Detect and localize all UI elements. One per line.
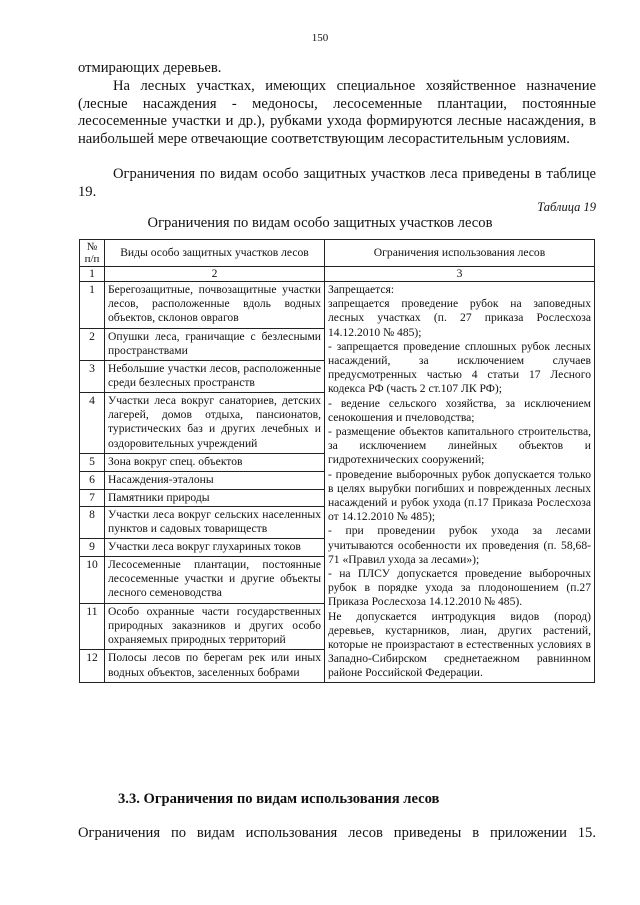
header-num: № п/п: [80, 240, 105, 267]
row-type: Небольшие участки лесов, расположенные среди безлесных пространств: [105, 360, 325, 392]
restriction-line: Не допускается интродукция видов (пород) деревьев, кустарников, лиан, других растений, которые не произрастают в естественных условиях в Западно-Сибирском среднетаежном равнинном районе Российской Федерации.: [328, 609, 591, 680]
table-header-row: [80, 240, 595, 267]
table-title: Ограничения по видам особо защитных участков лесов: [147, 215, 493, 231]
index-3: 3: [325, 267, 595, 282]
row-num: 11: [80, 603, 105, 650]
header-restriction: Ограничения использования лесов: [325, 240, 595, 267]
restrictions-cell: [325, 282, 595, 683]
restriction-line: - проведение выборочных рубок допускается только в целях вырубки погибших и поврежденных лесных насаждений и рубок ухода (п.17 Приказа Рослесхоза от 14.12.2010 № 485);: [328, 467, 591, 524]
table-label: Таблица 19: [537, 200, 596, 214]
section-title: 3.3. Ограничения по видам использования лесов: [118, 791, 440, 807]
paragraph-special-purpose: [78, 78, 596, 148]
row-type: Участки леса вокруг глухариных токов: [105, 539, 325, 557]
row-num: 9: [80, 539, 105, 557]
row-type: Полосы лесов по берегам рек или иных водных объектов, заселенных бобрами: [105, 650, 325, 682]
restriction-line: Запрещается:: [328, 283, 395, 296]
row-num: 2: [80, 328, 105, 360]
restrictions-table: [79, 239, 595, 683]
table-row: [80, 282, 595, 329]
row-type: Лесосеменные плантации, постоянные лесосеменные участки и другие объекты лесного семеноводства: [105, 557, 325, 604]
row-type: Опушки леса, граничащие с безлесными пространствами: [105, 328, 325, 360]
row-type: Особо охранные части государственных природных заказников и других особо охраняемых природных территорий: [105, 603, 325, 650]
row-type: Берегозащитные, почвозащитные участки лесов, расположенные вдоль водных объектов, склонов оврагов: [105, 282, 325, 329]
restriction-line: - при проведении рубок ухода за лесами учитываются особенности их проведения (п. 58,68-71 «Правил ухода за лесами»);: [328, 524, 591, 566]
row-num: 6: [80, 471, 105, 489]
restriction-line: запрещается проведение рубок на заповедных лесных участках (п. 27 приказа Рослесхоза 14.12.2010 № 485);: [328, 297, 591, 339]
row-num: 12: [80, 650, 105, 682]
paragraph-table-intro: [78, 166, 596, 201]
restriction-line: - ведение сельского хозяйства, за исключением сенокошения и пчеловодства;: [328, 396, 591, 424]
row-num: 1: [80, 282, 105, 329]
restriction-line: - на ПЛСУ допускается проведение выборочных рубок в порядке ухода за плодоношением (п.27 Приказа Рослесхоза 14.12.2010 № 485).: [328, 567, 591, 609]
paragraph-dying-trees: отмирающих деревьев.: [78, 60, 222, 76]
row-num: 3: [80, 360, 105, 392]
page-number: 150: [311, 32, 329, 44]
paragraph-table-intro-text: Ограничения по видам особо защитных участков леса приведены в таблице 19.: [78, 166, 596, 200]
section-paragraph-text: Ограничения по видам использования лесов приведены в приложении 15.: [78, 825, 596, 841]
restriction-line: - запрещается проведение сплошных рубок лесных насаждений, за исключением случаев предусмотренных частью 4 статьи 17 Лесного кодекса РФ (часть 2 ст.107 ЛК РФ);: [328, 339, 591, 396]
paragraph-special-purpose-text: На лесных участках, имеющих специальное хозяйственное назначение (лесные насаждения - медоносы, лесосеменные плантации, постоянные лесосеменные участки и др.), рубками ухода формируются лесные насаждения, в наибольшей мере отвечающие соответствующим лесорастительным условиям.: [78, 78, 596, 147]
row-num: 8: [80, 507, 105, 539]
row-num: 5: [80, 454, 105, 472]
row-num: 10: [80, 557, 105, 604]
row-type: Насаждения-эталоны: [105, 471, 325, 489]
index-2: 2: [105, 267, 325, 282]
row-type: Памятники природы: [105, 489, 325, 507]
row-type: Участки леса вокруг санаториев, детских лагерей, домов отдыха, пансионатов, туристических баз и других лечебных и оздоровительных учреждений: [105, 393, 325, 454]
section-paragraph: [78, 825, 596, 843]
table-body: [80, 282, 595, 683]
row-num: 4: [80, 393, 105, 454]
table-index-row: [80, 267, 595, 282]
row-type: Зона вокруг спец. объектов: [105, 454, 325, 472]
index-1: 1: [80, 267, 105, 282]
header-type: Виды особо защитных участков лесов: [105, 240, 325, 267]
restriction-line: - размещение объектов капитального строительства, за исключением линейных объектов и гидротехнических сооружений;: [328, 425, 591, 467]
row-num: 7: [80, 489, 105, 507]
row-type: Участки леса вокруг сельских населенных пунктов и садовых товариществ: [105, 507, 325, 539]
